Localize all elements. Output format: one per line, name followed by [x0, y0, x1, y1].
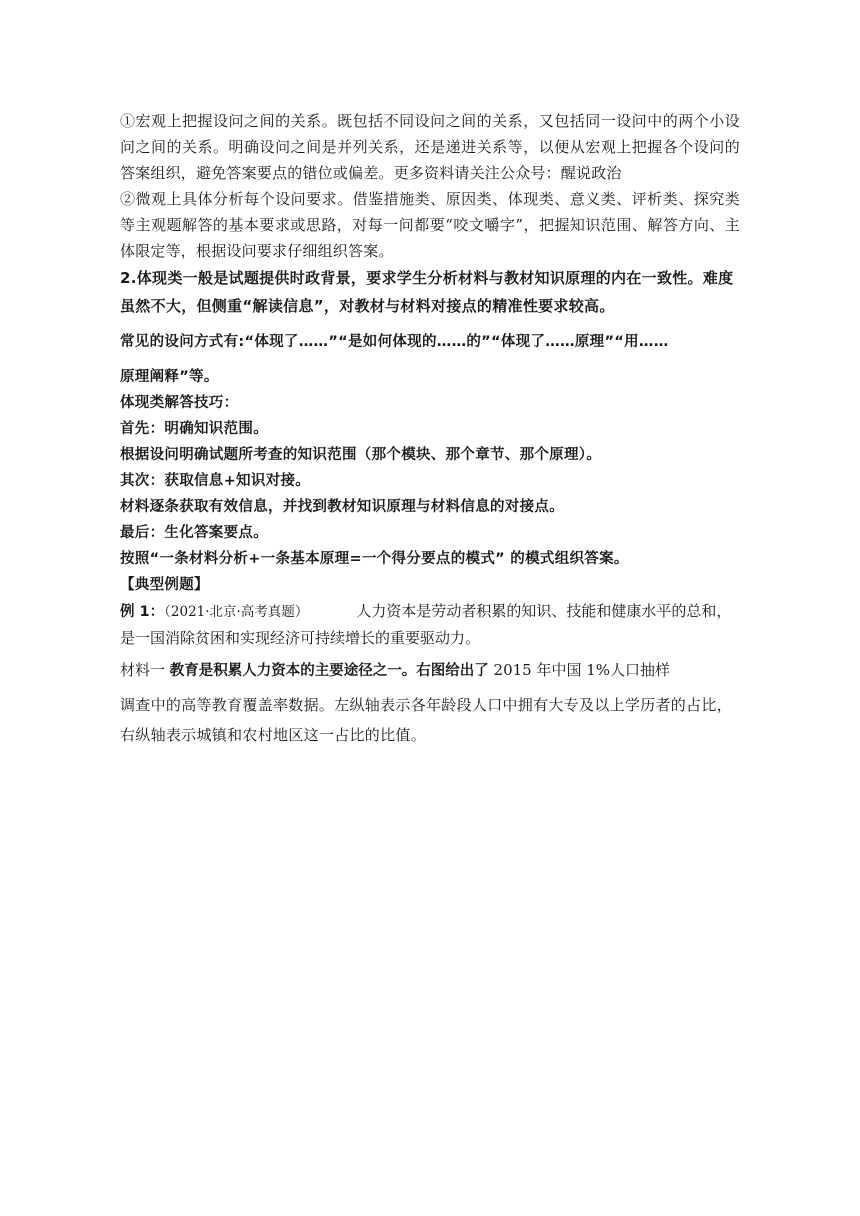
material-bold-text: 教育是积累人力资本的主要途径之一。右图给出了 — [169, 663, 489, 679]
paragraph-micro-analysis: ②微观上具体分析每个设问要求。借鉴措施类、原因类、体现类、意义类、评析类、探究类等主观题解答的基本要求或思路，对每一问都要“咬文嚼字”，把握知识范围、解答方向、主体限定等，根据设问要求仔细组织答案。 — [120, 190, 740, 260]
step-last-detail: 按照“一条材料分析+一条基本原理=一个得分要点的模式” 的模式组织答案。 — [120, 551, 629, 567]
material-one-continued: 调查中的高等教育覆盖率数据。左纵轴表示各年龄段人口中拥有大专及以上学历者的占比，右纵轴表示城镇和农村地区这一占比的比值。 — [120, 696, 733, 744]
example-text: 人力资本是劳动者积累的知识、技能和健康水平的总和，是一国消除贫困和实现经济可持续增长的重要驱动力。 — [120, 602, 732, 647]
step-second-detail: 材料逐条获取有效信息，并找到教材知识原理与材料信息的对接点。 — [120, 499, 564, 515]
paragraph-common-questions-line2: 原理阐释”等。 — [120, 369, 219, 385]
heading-answer-tips: 体现类解答技巧： — [120, 395, 239, 411]
paragraph-common-questions-line1: 常见的设问方式有:“体现了……”“是如何体现的……的”“体现了……原理”“用…… — [120, 334, 669, 350]
material-one — [120, 651, 740, 690]
step-last: 最后：生化答案要点。 — [120, 525, 268, 541]
example-label: 例 1： — [120, 604, 165, 620]
example-1 — [120, 598, 740, 651]
document-page — [120, 108, 740, 750]
paragraph-embodiment-intro: 2.体现类一般是试题提供时政背景，要求学生分析材料与教材知识原理的内在一致性。难度虽然不大，但侧重“解读信息”，对教材与材料对接点的精准性要求较高。 — [120, 269, 734, 315]
step-first: 首先：明确知识范围。 — [120, 421, 268, 437]
example-source: （2021·北京·高考真题） — [164, 604, 309, 620]
heading-typical-examples: 【典型例题】 — [120, 577, 209, 593]
material-rest-text: 2015 年中国 1%人口抽样 — [488, 661, 671, 679]
material-label: 材料一 — [120, 661, 170, 679]
paragraph-macro-analysis: ①宏观上把握设问之间的关系。既包括不同设问之间的关系，又包括同一设问中的两个小设问之间的关系。明确设问之间是并列关系，还是递进关系等，以便从宏观上把握各个设问的答案组织，避免答案要点的错位或偏差。更多资料请关注公众号：醒说政治 — [120, 112, 740, 182]
step-first-detail: 根据设问明确试题所考查的知识范围（那个模块、那个章节、那个原理）。 — [120, 447, 602, 463]
step-second: 其次：获取信息+知识对接。 — [120, 473, 311, 489]
